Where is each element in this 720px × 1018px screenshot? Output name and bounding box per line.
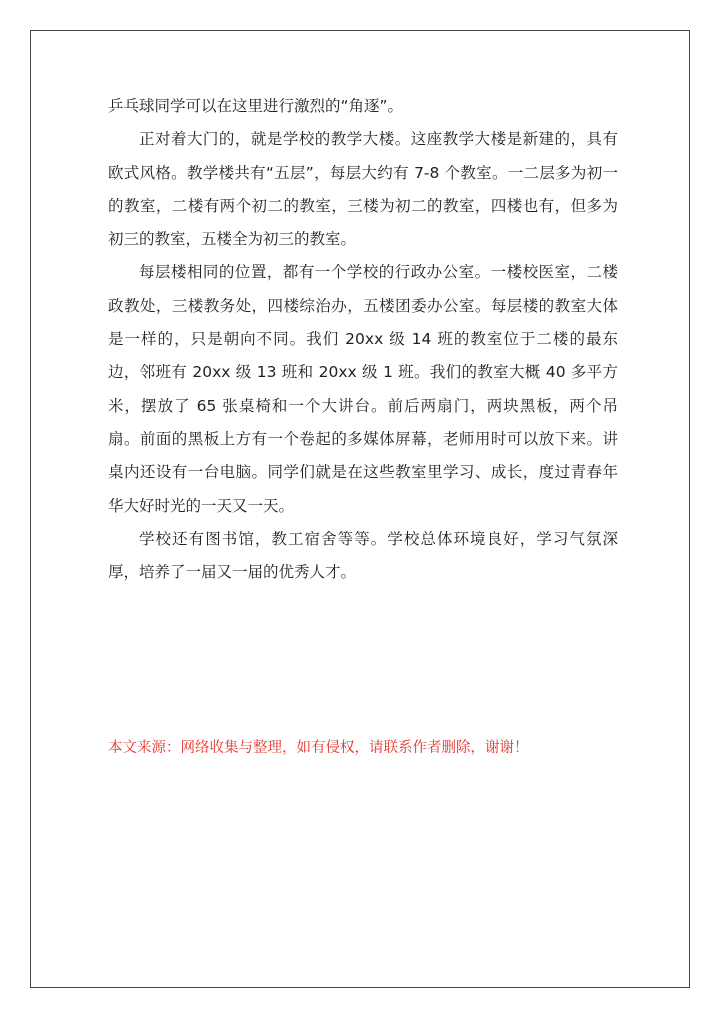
source-note: 本文来源：网络收集与整理，如有侵权，请联系作者删除，谢谢！ — [108, 740, 529, 756]
paragraph-teaching-building: 正对着大门的，就是学校的教学大楼。这座教学大楼是新建的，具有欧式风格。教学楼共有“五层”，每层大约有 7-8 个教室。一二层多为初一的教室，二楼有两个初二的教室，三楼为初二的教室，四楼也有，但多为初三的教室，五楼全为初三的教室。 — [108, 130, 618, 249]
paragraph-continuation: 乒乓球同学可以在这里进行激烈的“角逐”。 — [108, 97, 404, 115]
paragraph-library-summary: 学校还有图书馆，教工宿舍等等。学校总体环境良好，学习气氛深厚，培养了一届又一届的优秀人才。 — [108, 529, 618, 582]
document-body — [108, 90, 618, 589]
paragraph-offices-classrooms: 每层楼相同的位置，都有一个学校的行政办公室。一楼校医室，二楼政教处，三楼教务处，四楼综治办，五楼团委办公室。每层楼的教室大体是一样的，只是朝向不同。我们 20xx 级 14 班的教室位于二楼的最东边，邻班有 20xx 级 13 班和 20xx 级 1 班。我们的教室大概 40 多平方米，摆放了 65 张桌椅和一个大讲台。前后两扇门，两块黑板，两个吊扇。前面的黑板上方有一个卷起的多媒体屏幕，老师用时可以放下来。讲桌内还设有一台电脑。同学们就是在这些教室里学习、成长，度过青春年华大好时光的一天又一天。 — [108, 263, 618, 515]
